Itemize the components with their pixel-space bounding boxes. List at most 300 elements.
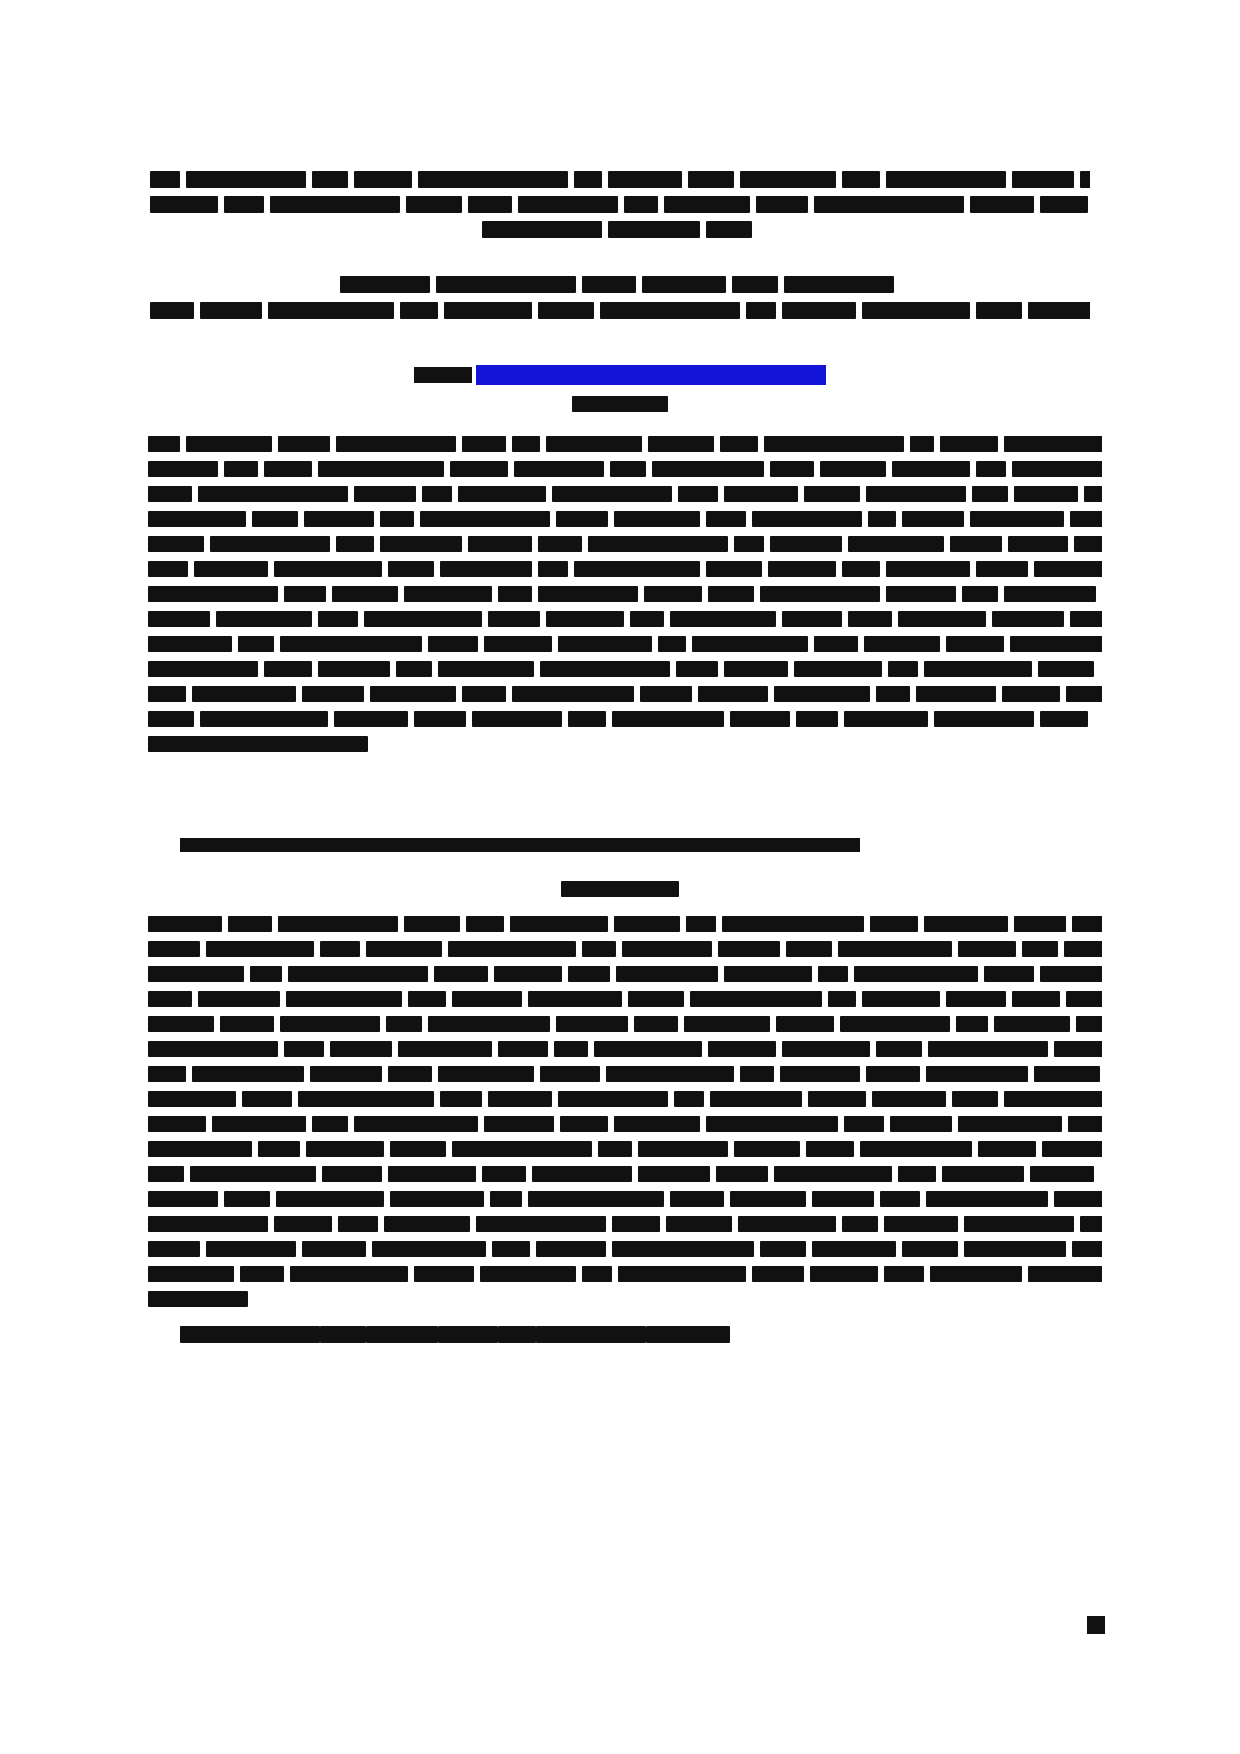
redacted-token [224,461,258,477]
redacted-token [224,1191,270,1207]
redacted-token [1072,1241,1102,1257]
redacted-token [686,916,716,932]
redacted-token [250,966,282,982]
redacted-token [200,711,328,727]
redacted-token [552,486,672,502]
redacted-token [388,1166,476,1182]
redacted-token [284,586,326,602]
redacted-token [302,686,364,702]
redacted-token [1028,302,1090,319]
redacted-token [706,221,752,238]
redacted-token [860,1141,972,1157]
redacted-token [642,276,726,293]
redacted-token [180,1326,320,1343]
redacted-token [1064,941,1102,957]
redacted-token [312,1116,348,1132]
redacted-token [1070,611,1102,627]
redacted-token [370,686,456,702]
text-line [150,170,1090,188]
redacted-token [608,221,700,238]
redacted-token [380,536,462,552]
redacted-token [600,302,740,319]
redacted-token [404,916,460,932]
redacted-token [150,196,218,213]
redacted-token [926,1191,1048,1207]
text-line [148,1190,1102,1212]
redacted-token [818,966,848,982]
redacted-token [574,171,602,188]
redacted-token [462,436,506,452]
redacted-token [1004,436,1102,452]
redacted-token [148,966,244,982]
redacted-token [252,511,298,527]
redacted-token [808,1091,866,1107]
redacted-token [498,586,532,602]
redacted-token [880,1191,920,1207]
email-label [414,367,472,383]
redacted-token [384,1216,470,1232]
redacted-token [476,1216,606,1232]
redacted-token [958,941,1016,957]
text-line [148,585,1102,607]
text-line [148,990,1102,1012]
redacted-token [574,561,700,577]
redacted-token [366,1326,438,1343]
redacted-token [864,636,940,652]
redacted-token [706,561,762,577]
redacted-token [1080,171,1090,188]
redacted-token [738,1216,836,1232]
redacted-token [848,536,944,552]
redacted-token [674,1091,704,1107]
redacted-token [408,991,446,1007]
redacted-token [594,1041,702,1057]
redacted-token [690,991,822,1007]
email-link[interactable] [476,365,826,385]
redacted-token [1054,1191,1102,1207]
redacted-token [192,686,296,702]
redacted-token [638,1166,710,1182]
redacted-token [322,1166,382,1182]
redacted-token [1040,711,1088,727]
redacted-token [976,302,1022,319]
redacted-token [568,711,606,727]
redacted-token [512,436,540,452]
redacted-token [624,196,658,213]
redacted-token [306,1141,384,1157]
redacted-token [198,991,280,1007]
redacted-token [1004,586,1096,602]
redacted-token [888,661,918,677]
redacted-token [872,1091,946,1107]
redacted-token [1012,991,1060,1007]
redacted-token [582,276,636,293]
redacted-token [676,661,718,677]
redacted-token [312,171,348,188]
redacted-token [1072,916,1102,932]
redacted-token [148,486,192,502]
redacted-token [606,1066,734,1082]
redacted-token [898,1166,936,1182]
redacted-token [916,686,996,702]
redacted-token [1054,1041,1102,1057]
redacted-token [924,916,1008,932]
redacted-token [652,461,764,477]
redacted-token [366,941,442,957]
redacted-token [848,611,892,627]
redacted-token [1066,686,1102,702]
redacted-token [186,171,306,188]
redacted-token [724,966,812,982]
redacted-token [614,916,680,932]
redacted-token [494,966,562,982]
redacted-token [876,1041,922,1057]
redacted-token [148,1041,278,1057]
redacted-token [658,636,686,652]
keywords-rule [180,838,860,852]
redacted-token [148,991,192,1007]
redacted-token [556,1016,628,1032]
redacted-token [338,1216,378,1232]
redacted-token [418,171,568,188]
redacted-token [492,1241,530,1257]
redacted-token [546,611,624,627]
redacted-token [794,661,882,677]
redacted-token [148,686,186,702]
redacted-token [670,1191,724,1207]
redacted-token [740,1066,774,1082]
redacted-token [278,916,398,932]
redacted-token [538,586,638,602]
redacted-token [924,661,1032,677]
redacted-token [610,461,646,477]
text-line [150,301,1090,319]
redacted-token [280,636,422,652]
redacted-token [926,1066,1028,1082]
redacted-token [536,1241,606,1257]
redacted-token [388,1066,432,1082]
redacted-token [148,436,180,452]
redacted-token [962,586,998,602]
text-line [148,510,1102,532]
redacted-token [706,511,746,527]
abstract-paragraph [148,435,1102,760]
redacted-token [978,1141,1036,1157]
redacted-token [444,302,532,319]
redacted-token [768,561,836,577]
redacted-token [224,196,264,213]
redacted-token [148,1116,206,1132]
redacted-token [200,302,262,319]
redacted-token [1028,1266,1102,1282]
redacted-token [148,1166,184,1182]
redacted-token [414,1266,474,1282]
redacted-token [842,171,880,188]
redacted-token [782,302,856,319]
redacted-token [740,171,836,188]
redacted-token [910,436,934,452]
redacted-token [730,711,790,727]
redacted-token [148,1091,236,1107]
redacted-token [734,536,764,552]
redacted-token [480,1266,576,1282]
redacted-token [1010,636,1102,652]
redacted-token [420,511,550,527]
redacted-token [148,511,246,527]
redacted-token [220,1016,274,1032]
redacted-token [614,511,700,527]
redacted-token [406,196,462,213]
redacted-token [302,1241,366,1257]
redacted-token [540,661,670,677]
redacted-token [490,1191,522,1207]
redacted-token [274,1216,332,1232]
redacted-token [972,486,1008,502]
redacted-token [546,436,642,452]
redacted-token [630,611,664,627]
redacted-token [764,436,904,452]
redacted-token [934,711,1034,727]
text-line [150,220,1090,238]
redacted-token [902,1241,958,1257]
redacted-token [264,661,312,677]
redacted-token [976,561,1028,577]
redacted-token [812,1241,896,1257]
redacted-token [414,711,466,727]
redacted-token [148,941,200,957]
redacted-token [688,171,734,188]
redacted-token [1014,486,1078,502]
redacted-token [276,1191,384,1207]
redacted-token [1070,511,1102,527]
redacted-token [150,302,194,319]
redacted-token [640,686,692,702]
redacted-token [436,276,576,293]
redacted-token [372,1241,486,1257]
redacted-token [510,916,608,932]
redacted-token [518,196,618,213]
redacted-token [720,436,758,452]
redacted-token [780,1066,860,1082]
redacted-token [1022,941,1058,957]
redacted-token [452,1141,592,1157]
redacted-token [354,486,416,502]
redacted-token [390,1191,484,1207]
redacted-token [746,302,776,319]
redacted-token [806,1141,854,1157]
redacted-token [844,711,928,727]
redacted-token [582,1266,612,1282]
redacted-token [786,941,832,957]
redacted-token [452,991,522,1007]
text-line [148,435,1102,457]
redacted-token [868,511,896,527]
redacted-token [1014,916,1066,932]
redacted-token [1040,966,1102,982]
redacted-token [804,486,860,502]
redacted-token [274,561,382,577]
redacted-token [396,661,432,677]
redacted-token [1066,991,1102,1007]
redacted-token [386,1016,422,1032]
redacted-token [148,1191,218,1207]
redacted-token [718,941,780,957]
redacted-token [468,536,532,552]
redacted-token [724,661,788,677]
redacted-token [638,1141,728,1157]
redacted-token [814,636,858,652]
redacted-token [952,1091,998,1107]
redacted-token [398,1041,492,1057]
redacted-token [708,1041,776,1057]
redacted-token [628,991,684,1007]
redacted-token [612,1216,660,1232]
redacted-token [1068,1116,1102,1132]
redacted-token [240,1266,284,1282]
redacted-token [268,302,394,319]
redacted-token [320,941,360,957]
text-line [148,685,1102,707]
text-line [148,1015,1102,1037]
text-line [148,710,1102,732]
redacted-token [842,561,880,577]
text-line [148,1215,1102,1237]
text-line [150,195,1090,213]
redacted-token [828,991,856,1007]
redacted-token [468,196,512,213]
redacted-token [886,561,970,577]
redacted-token [148,1066,186,1082]
redacted-token [854,966,978,982]
redacted-token [290,1266,408,1282]
redacted-token [484,1116,554,1132]
text-line [148,660,1102,682]
redacted-token [206,1241,296,1257]
redacted-token [148,736,368,752]
redacted-token [770,461,814,477]
document-title [150,170,1090,245]
text-line [148,560,1102,582]
redacted-token [288,966,428,982]
redacted-token [588,536,728,552]
redacted-token [958,1116,1062,1132]
text-line [148,485,1102,507]
redacted-token [340,276,430,293]
redacted-token [892,461,970,477]
redacted-token [336,536,374,552]
redacted-token [400,302,438,319]
redacted-token [698,686,768,702]
redacted-token [964,1216,1074,1232]
redacted-token [902,511,964,527]
text-line [150,275,1090,293]
redacted-token [622,941,712,957]
redacted-token [198,486,348,502]
redacted-token [148,916,222,932]
text-line [148,610,1102,632]
redacted-token [512,686,634,702]
redacted-token [148,611,210,627]
redacted-token [334,711,408,727]
redacted-token [448,941,576,957]
redacted-token [488,611,540,627]
redacted-token [992,611,1064,627]
redacted-token [810,1266,878,1282]
redacted-token [608,171,682,188]
redacted-token [554,1041,588,1057]
redacted-token [538,536,582,552]
redacted-token [390,1141,446,1157]
redacted-token [616,966,718,982]
redacted-token [298,1091,434,1107]
redacted-token [1038,661,1094,677]
redacted-token [752,1266,804,1282]
redacted-token [320,1326,366,1343]
text-line [148,1065,1102,1087]
author-affiliation-block [150,275,1090,327]
text-line [148,735,1102,757]
redacted-token [190,1166,316,1182]
redacted-token [148,1291,248,1307]
redacted-token [388,561,434,577]
text-line [148,1090,1102,1112]
redacted-token [1034,561,1102,577]
redacted-token [148,661,258,677]
redacted-token [354,1116,478,1132]
redacted-token [148,461,218,477]
redacted-token [774,686,870,702]
redacted-token [612,1241,754,1257]
redacted-token [984,966,1034,982]
redacted-token [876,686,910,702]
section-heading-abstract [150,395,1090,413]
redacted-token [514,461,604,477]
redacted-token [732,276,778,293]
redacted-token [238,636,274,652]
redacted-token [536,1326,646,1343]
redacted-token [814,196,964,213]
redacted-token [242,1091,292,1107]
redacted-token [648,436,714,452]
third-heading [180,1325,730,1343]
text-line [148,915,1102,937]
redacted-token [462,686,506,702]
text-line [148,460,1102,482]
redacted-token [438,1066,534,1082]
redacted-token [438,661,534,677]
redacted-token [752,511,862,527]
redacted-token [150,171,180,188]
redacted-token [404,586,492,602]
redacted-token [422,486,452,502]
redacted-token [664,196,750,213]
redacted-token [942,1166,1024,1182]
redacted-token [970,511,1064,527]
redacted-token [722,916,864,932]
redacted-token [270,196,400,213]
redacted-token [148,636,232,652]
redacted-token [528,991,622,1007]
redacted-token [332,586,398,602]
redacted-token [216,611,312,627]
redacted-token [1008,536,1068,552]
text-line [148,965,1102,987]
redacted-token [440,1091,482,1107]
redacted-token [258,1141,300,1157]
redacted-token [330,1041,392,1057]
redacted-token [782,611,842,627]
redacted-token [278,436,330,452]
